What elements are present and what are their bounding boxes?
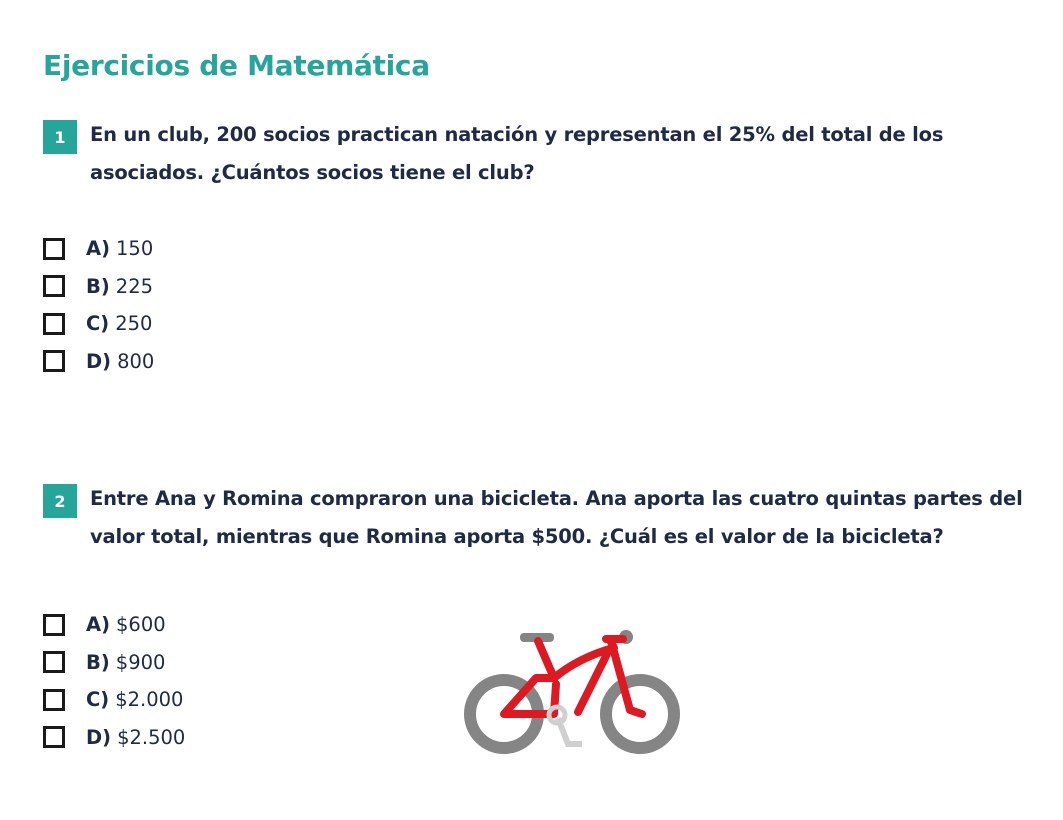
checkbox[interactable] bbox=[43, 726, 65, 748]
answer-options bbox=[43, 230, 154, 380]
checkbox[interactable] bbox=[43, 614, 65, 636]
option-a[interactable] bbox=[43, 230, 154, 268]
option-value: 800 bbox=[117, 349, 155, 373]
checkbox[interactable] bbox=[43, 689, 65, 711]
checkbox[interactable] bbox=[43, 275, 65, 297]
option-b[interactable] bbox=[43, 644, 185, 682]
question-text: En un club, 200 socios practican natación y representan el 25% del total de los asociados. ¿Cuántos socios tiene el club? bbox=[90, 123, 944, 184]
option-value: $2.000 bbox=[115, 688, 184, 712]
option-letter: A) bbox=[86, 613, 111, 637]
question-1 bbox=[43, 116, 1043, 373]
option-b[interactable] bbox=[43, 268, 154, 306]
question-2 bbox=[43, 480, 1043, 749]
answer-options bbox=[43, 606, 185, 756]
option-letter: B) bbox=[86, 650, 110, 674]
checkbox[interactable] bbox=[43, 350, 65, 372]
option-letter: A) bbox=[86, 237, 111, 261]
option-letter: D) bbox=[86, 725, 112, 749]
option-value: 225 bbox=[115, 274, 154, 298]
option-letter: B) bbox=[86, 274, 110, 298]
checkbox[interactable] bbox=[43, 238, 65, 260]
option-c[interactable] bbox=[43, 681, 185, 719]
option-d[interactable] bbox=[43, 719, 185, 757]
option-value: $900 bbox=[115, 650, 166, 674]
option-d[interactable] bbox=[43, 343, 154, 381]
question-header bbox=[43, 116, 1043, 192]
checkbox[interactable] bbox=[43, 313, 65, 335]
question-number-badge: 1 bbox=[43, 120, 77, 154]
question-number-badge: 2 bbox=[43, 484, 77, 518]
option-c[interactable] bbox=[43, 305, 154, 343]
option-value: $2.500 bbox=[117, 725, 186, 749]
option-letter: D) bbox=[86, 349, 112, 373]
page-title: Ejercicios de Matemática bbox=[43, 49, 430, 82]
option-value: $600 bbox=[116, 613, 166, 637]
checkbox[interactable] bbox=[43, 651, 65, 673]
question-text: Entre Ana y Romina compraron una bicicleta. Ana aporta las cuatro quintas partes del valor total, mientras que Romina aporta $500. ¿Cuál es el valor de la bicicleta? bbox=[90, 487, 1023, 548]
option-a[interactable] bbox=[43, 606, 185, 644]
option-letter: C) bbox=[86, 688, 110, 712]
option-letter: C) bbox=[86, 312, 110, 336]
question-header bbox=[43, 480, 1043, 556]
bicycle-icon bbox=[458, 626, 686, 758]
option-value: 150 bbox=[116, 237, 154, 261]
option-value: 250 bbox=[115, 312, 153, 336]
